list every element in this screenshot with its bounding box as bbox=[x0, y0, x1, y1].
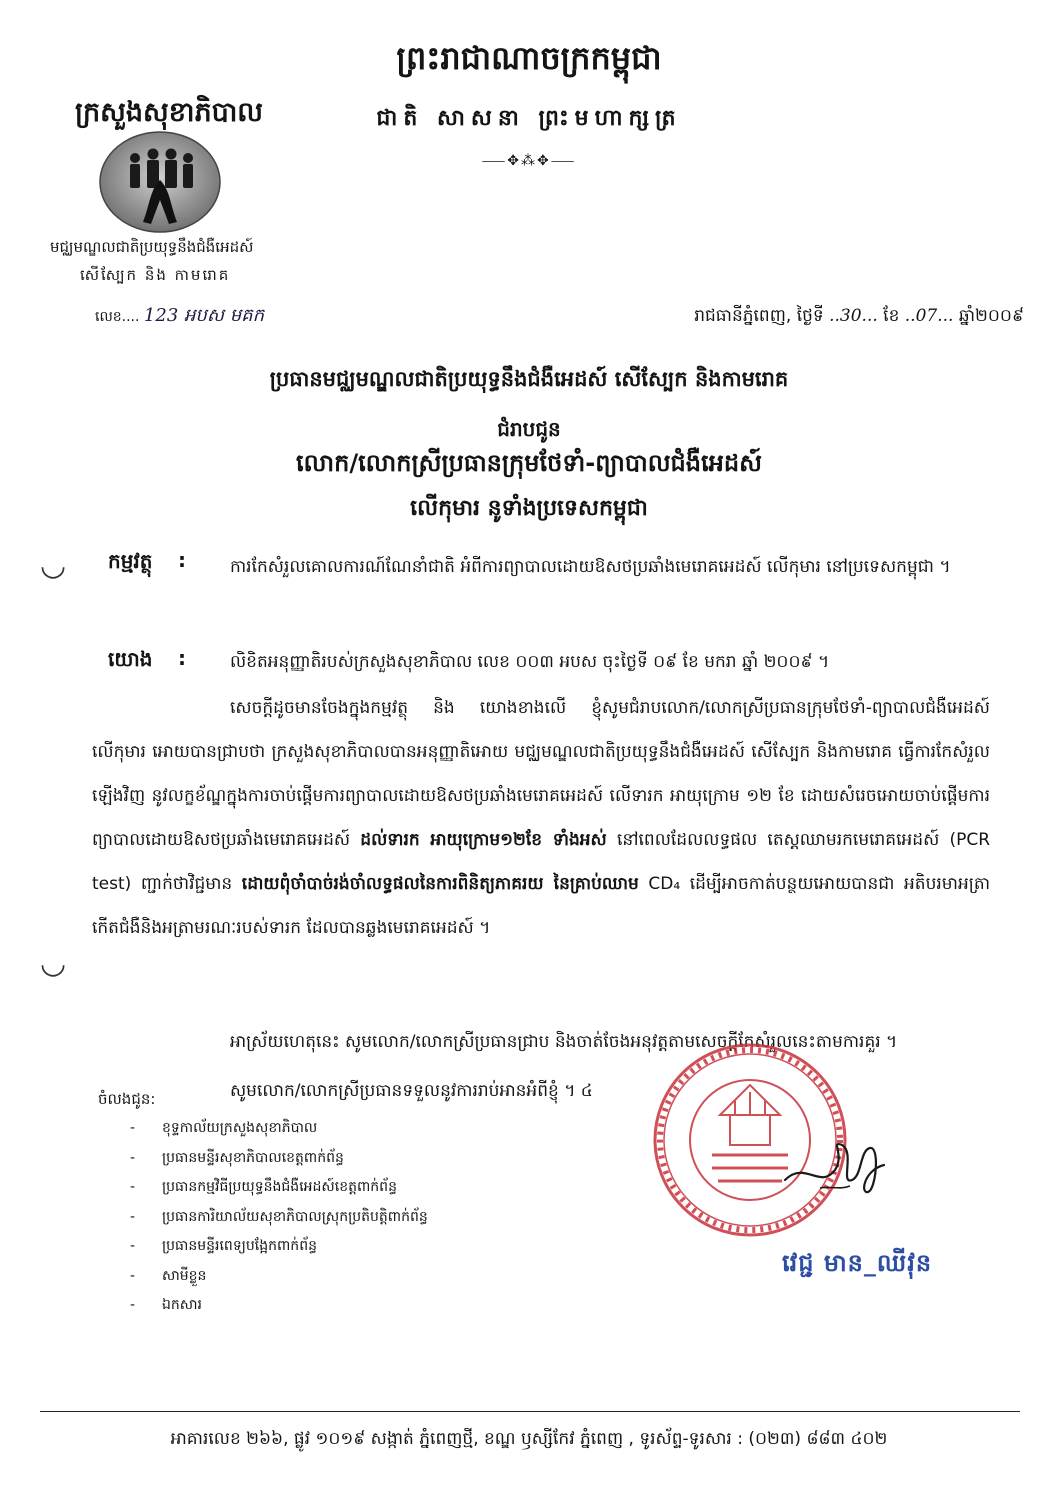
date-year: ឆ្នាំ២០០៩ bbox=[958, 306, 1024, 326]
paragraph-part-1: សេចក្ដីដូចមានចែងក្នុងកម្មវត្ថុ និង យោងខាងលើ ខ្ញុំសូមជំរាបលោក/លោកស្រីប្រធានក្រុមថែទាំ-ព្យាបាលជំងឺអេដស៍ លើកុមារ អោយបានជ្រាបថា ក្រសួងសុខាភិបាលបានអនុញ្ញាតិអោយ មជ្ឈមណ្ឌលជាតិប្រយុទ្ធនឹងជំងឺអេដស៍ សើស្បែក និងកាមរោគ ធ្វើការកែសំរួលឡើងវិញ នូវលក្ខខ័ណ្ឌក្នុងការចាប់ផ្ដើមការព្យាបាលដោយឱសថប្រឆាំងមេរោគអេដស៍ លើទារក អាយុក្រោម ១២ ខែ ដោយសំរេចអោយចាប់ផ្ដើមការព្យាបាលដោយឱសថប្រឆាំងមេរោគអេដស៍ bbox=[92, 698, 990, 850]
reference-colon: : bbox=[178, 646, 186, 670]
cc-item: - សាមីខ្លួន bbox=[130, 1267, 207, 1284]
date-line bbox=[694, 305, 1024, 330]
cc-item: - ខុទ្ទកាល័យក្រសួងសុខាភិបាល bbox=[130, 1120, 318, 1136]
margin-mark: ◡ bbox=[40, 946, 67, 981]
reference-number bbox=[95, 303, 264, 330]
main-paragraph bbox=[92, 686, 990, 950]
cc-item: - ឯកសារ bbox=[130, 1297, 202, 1313]
addressee-title: លោក/លោកស្រីប្រធានក្រុមថែទាំ-ព្យាបាលជំងឺអេដស៍ bbox=[296, 449, 762, 477]
addressee-label: ជំរាបជូន bbox=[497, 417, 561, 441]
cc-heading: ចំលងជូន: bbox=[98, 1090, 156, 1108]
addressee-scope: លើកុមារ នូទាំងប្រទេសកម្ពុជា bbox=[410, 496, 648, 521]
subject-label: កម្មវត្ថុ bbox=[108, 549, 153, 573]
center-logo-icon bbox=[95, 130, 225, 235]
signer-name: វេជ្ជ មាន_ឈីវុន bbox=[782, 1249, 933, 1277]
center-name-line1: មជ្ឈមណ្ឌលជាតិប្រយុទ្ធនឹងជំងឺអេដស៍ bbox=[50, 238, 254, 256]
closing-regards: សូមលោក/លោកស្រីប្រធានទទួលនូវការរាប់អានអំពីខ្ញុំ ។ ៤ bbox=[230, 1081, 593, 1101]
cc-item: - ប្រធានមន្ទីរសុខាភិបាលខេត្តពាក់ព័ន្ធ bbox=[130, 1149, 344, 1166]
reference-handwritten: 123 អបស មគក bbox=[143, 305, 264, 326]
national-motto: ជាតិ សាសនា ព្រះមហាក្សត្រ bbox=[376, 106, 682, 131]
footer-divider bbox=[40, 1411, 1020, 1412]
cc-list bbox=[130, 1118, 428, 1325]
kingdom-title: ព្រះរាជាណាចក្រកម្ពុជា bbox=[396, 39, 662, 77]
margin-mark: ◡ bbox=[40, 548, 67, 583]
date-month: ..07... bbox=[904, 306, 954, 326]
closing-request: អាស្រ័យហេតុនេះ សូមលោក/លោកស្រីប្រធានជ្រាប និងចាត់ចែងអនុវត្តតាមសេចក្ដីកែសំរួលនេះតាមការគួរ ។ bbox=[230, 1032, 898, 1052]
date-place: រាជធានីភ្នំពេញ, ថ្ងៃទី bbox=[694, 306, 824, 326]
subject-text: ការកែសំរួលគោលការណ៍ណែនាំជាតិ អំពីការព្យាបាលដោយឱសថប្រឆាំងមេរោគអេដស៍ លើកុមារ នៅប្រទេសកម្ពុជា ។ bbox=[230, 557, 951, 577]
cc-item: - ប្រធានមន្ទីរពេទ្យបង្អែកពាក់ព័ន្ធ bbox=[130, 1238, 317, 1254]
footer-address: អាគារលេខ ២៦៦, ផ្លូវ ១០១៩ សង្កាត់ ភ្នំពេញថ្មី, ខណ្ឌ ឫស្សីកែវ ភ្នំពេញ , ទូរស័ព្ទ-ទូរសារ : (០២៣) ៨៨៣ ៤០២ bbox=[170, 1429, 888, 1449]
subject-colon: : bbox=[178, 548, 186, 572]
cc-item: - ប្រធានកម្មវិធីប្រយុទ្ធនឹងជំងឺអេដស៍ខេត្តពាក់ព័ន្ធ bbox=[130, 1179, 397, 1195]
paragraph-part-3: CD₄ ដើម្បីអាចកាត់បន្ថយអោយបានជា អតិបរមាអត្រាកើតជំងឺនិងអត្រាមរណៈរបស់ទារក ដែលបានឆ្លងមេរោគអេដស៍ ។ bbox=[92, 874, 991, 938]
signature-icon bbox=[780, 1130, 890, 1210]
reference-label: យោង bbox=[108, 647, 153, 671]
cc-item: - ប្រធានការិយាល័យសុខាភិបាលស្រុកប្រតិបត្តិពាក់ព័ន្ធ bbox=[130, 1208, 428, 1225]
date-day: ..30... bbox=[829, 306, 878, 326]
paragraph-bold-1: ដល់ទារក អាយុក្រោម១២ខែ ទាំងអស់ bbox=[360, 830, 607, 850]
center-name-line2: សើស្បែក និង កាមរោគ bbox=[80, 266, 231, 284]
motto-ornament: ⸺✥⁂✥⸺ bbox=[481, 153, 577, 169]
sender-title: ប្រធានមជ្ឈមណ្ឌលជាតិប្រយុទ្ធនឹងជំងឺអេដស៍ សើស្បែក និងកាមរោគ bbox=[269, 367, 789, 391]
paragraph-part-2: នៅពេលដែលលទ្ធផល តេស្ដឈាមរកមេរោគអេដស៍ (PCR test) ញ្ជាក់ថាវិជ្ជមាន bbox=[92, 830, 991, 894]
reference-text: លិខិតអនុញ្ញាតិរបស់ក្រសួងសុខាភិបាល លេខ ០០៣ អបស ចុះថ្ងៃទី ០៩ ខែ មករា ឆ្នាំ ២០០៩ ។ bbox=[230, 652, 830, 672]
ministry-name: ក្រសួងសុខាភិបាល bbox=[75, 97, 263, 128]
date-month-label: ខែ bbox=[883, 306, 900, 326]
paragraph-bold-2: ដោយពុំចាំបាច់រង់ចាំលទ្ធផលនៃការពិនិត្យភាគរយ នៃគ្រាប់ឈាម bbox=[241, 874, 639, 894]
reference-prefix: លេខ.... bbox=[95, 309, 140, 325]
